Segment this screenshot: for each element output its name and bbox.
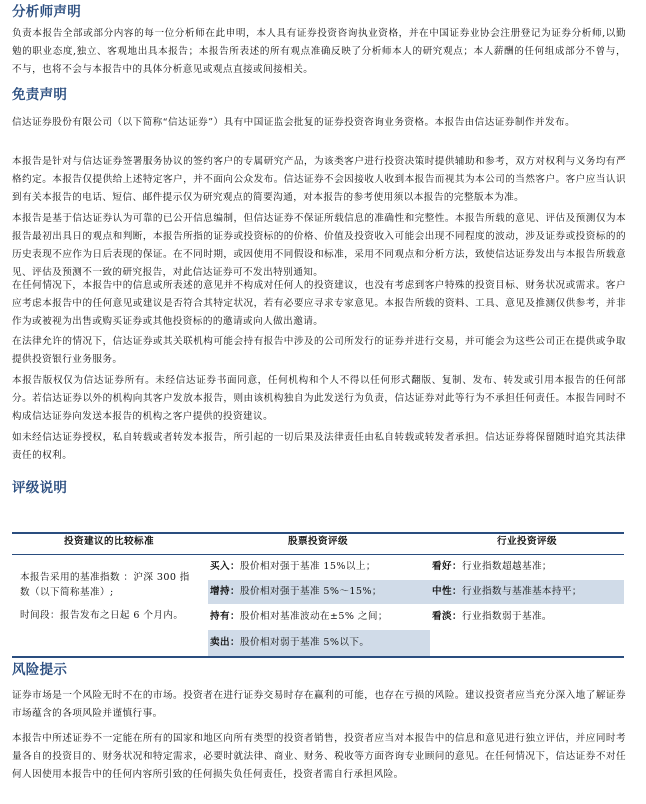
stock-rating-hold (210, 609, 426, 624)
rating-desc: 股价相对强于基准 15%以上； (239, 561, 376, 572)
industry-rating-positive (432, 559, 622, 574)
industry-rating-negative (432, 609, 622, 624)
rating-label: 持有： (210, 611, 240, 622)
horizon-text: 时间段：报告发布之日起 6 个月内。 (20, 610, 184, 621)
header-stock-rating: 股票投资评级 (288, 536, 348, 547)
risk-heading: 风险提示 (12, 662, 68, 678)
benchmark-text: 本报告采用的基准指数 ：沪深 300 指数（以下简称基准）; (20, 572, 190, 598)
rating-label: 买入： (210, 561, 240, 572)
disclaimer-paragraph: 信达证券股份有限公司（以下简称“信达证券”）具有中国证监会批复的证券投资咨询业务资格。本报告由信达证券制作并发布。 (12, 117, 576, 128)
rating-label: 中性： (432, 586, 462, 597)
rating-label: 看好： (432, 561, 462, 572)
rating-desc: 股价相对强于基准 5%～15%； (239, 586, 382, 597)
disclaimer-paragraph: 本报告是针对与信达证券签署服务协议的签约客户的专属研究产品，为该类客户进行投资决策时提供辅助和参考，双方对权利与义务均有严格约定。本报告仅提供给上述特定客户，并不面向公众发布。信达证券不会因接收人收到本报告而视其为本公司的当然客户。客户应当认识到有关本报告的电话、短信、邮件提示仅为研究观点的简要沟通，对本报告的参考使用须以本报告的完整版本为准。 (12, 156, 626, 203)
stock-rating-sell (210, 635, 426, 650)
risk-paragraph: 证券市场是一个风险无时不在的市场。投资者在进行证券交易时存在赢利的可能，也存在亏损的风险。建议投资者应当充分深入地了解证券市场蕴含的各项风险并谨慎行事。 (12, 690, 626, 719)
rating-desc: 行业指数超越基准； (461, 561, 552, 572)
header-industry-rating: 行业投资评级 (497, 536, 557, 547)
industry-rating-neutral (432, 584, 622, 599)
rating-desc: 行业指数弱于基准。 (461, 611, 552, 622)
header-benchmark: 投资建议的比较标准 (64, 536, 154, 547)
rating-table (12, 532, 624, 658)
disclaimer-paragraph: 在任何情况下，本报告中的信息或所表述的意见并不构成对任何人的投资建议，也没有考虑到客户特殊的投资目标、财务状况或需求。客户应考虑本报告中的任何意见或建议是否符合其特定状况，若有必要应寻求专家意见。本报告所载的资料、工具、意见及推测仅供参考，并非作为或被视为出售或购买证券或其他投资标的的邀请或向人做出邀请。 (12, 280, 626, 327)
disclaimer-paragraph: 在法律允许的情况下，信达证券或其关联机构可能会持有报告中涉及的公司所发行的证券并进行交易，并可能会为这些公司正在提供或争取提供投资银行业务服务。 (12, 336, 626, 365)
rating-desc: 股价相对弱于基准 5%以下。 (239, 637, 370, 648)
stock-rating-overweight (210, 584, 426, 599)
header-rule (12, 554, 624, 555)
disclaimer-paragraph: 如未经信达证券授权，私自转载或者转发本报告，所引起的一切后果及法律责任由私自转载或转发者承担。信达证券将保留随时追究其法律责任的权利。 (12, 432, 626, 461)
disclaimer-paragraph: 本报告版权仅为信达证券所有。未经信达证券书面同意，任何机构和个人不得以任何形式翻版、复制、发布、转发或引用本报告的任何部分。若信达证券以外的机构向其客户发放本报告，则由该机构独自为此发送行为负责，信达证券对此等行为不承担任何责任。本报告同时不构成信达证券向发送本报告的机构之客户提供的投资建议。 (12, 375, 626, 422)
risk-paragraph: 本报告中所述证券不一定能在所有的国家和地区向所有类型的投资者销售，投资者应当对本报告中的信息和意见进行独立评估，并应同时考量各自的投资目的、财务状况和特定需求，必要时就法律、商业、财务、税收等方面咨询专业顾问的意见。在任何情况下，信达证券不对任何人因使用本报告中的任何内容所引致的任何损失负任何责任，投资者需自行承担风险。 (12, 733, 626, 780)
analyst-statement-text: 负责本报告全部或部分内容的每一位分析师在此申明，本人具有证券投资咨询执业资格，并在中国证券业协会注册登记为证券分析师,以勤勉的职业态度,独立、客观地出具本报告；本报告所表述的所有观点准确反映了分析师本人的研究观点；本人薪酬的任何组成部分不曾与，不与，也将不会与本报告中的具体分析意见或观点直接或间接相关。 (12, 28, 626, 75)
rating-label: 卖出： (210, 637, 240, 648)
disclaimer-paragraph: 本报告是基于信达证券认为可靠的已公开信息编制，但信达证券不保证所载信息的准确性和完整性。本报告所载的意见、评估及预测仅为本报告最初出具日的观点和判断，本报告所指的证券或投资标的的价格、价值及投资收入可能会出现不同程度的波动，涉及证券或投资标的的历史表现不应作为日后表现的保证。在不同时期，或因使用不同假设和标准，采用不同观点和分析方法，致使信达证券发出与本报告所载意见、评估及预测不一致的研究报告，对此信达证券可不发出特别通知。 (12, 213, 626, 278)
stock-rating-buy (210, 559, 426, 574)
disclaimer-heading: 免责声明 (12, 87, 68, 103)
rating-desc: 股价相对基准波动在±5% 之间； (239, 611, 388, 622)
rating-label: 增持： (210, 586, 240, 597)
table-bottom-rule (12, 656, 624, 658)
rating-heading: 评级说明 (12, 480, 68, 496)
analyst-statement-heading: 分析师声明 (12, 4, 81, 20)
rating-label: 看淡： (432, 611, 462, 622)
rating-desc: 行业指数与基准基本持平； (461, 586, 582, 597)
